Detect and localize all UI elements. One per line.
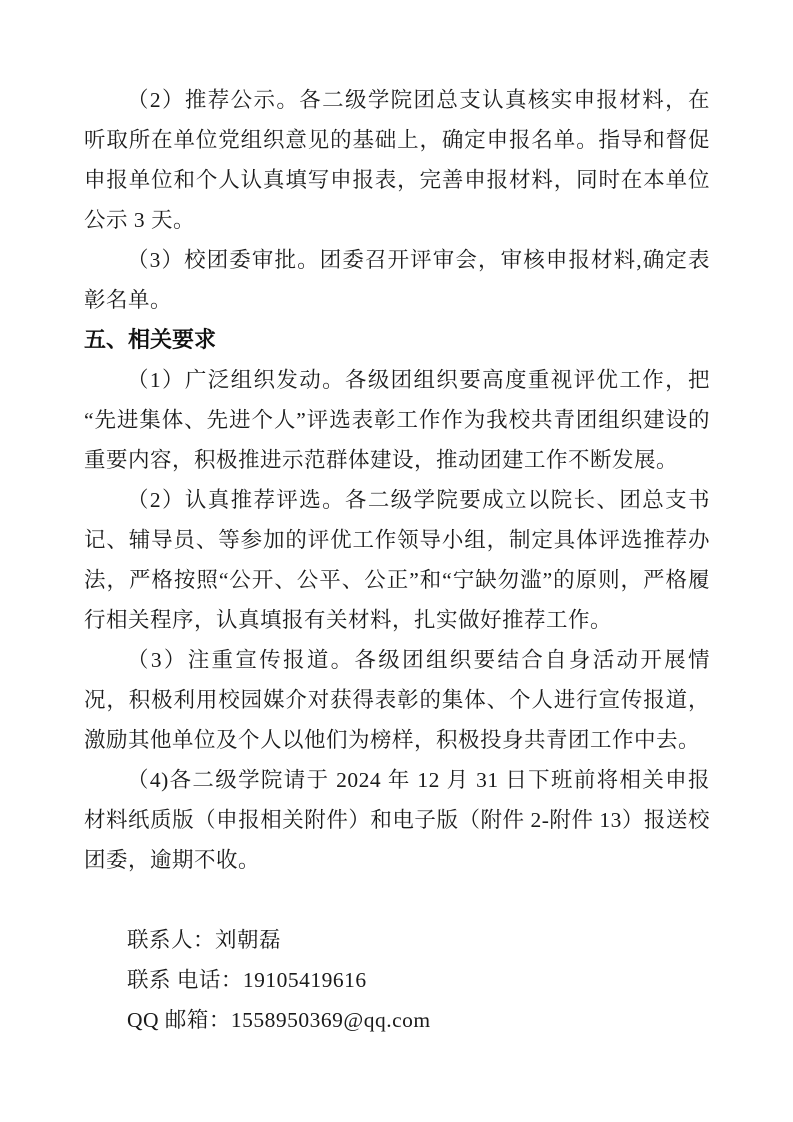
paragraph-publicity-reporting: （3）注重宣传报道。各级团组织要结合自身活动开展情况，积极利用校园媒介对获得表彰的集体、个人进行宣传报道，激励其他单位及个人以他们为榜样，积极投身共青团工作中去。	[84, 648, 710, 752]
contact-person-line: 联系人：刘朝磊	[127, 928, 282, 952]
section-heading-requirements: 五、相关要求	[84, 327, 217, 352]
paragraph-committee-approval: （3）校团委审批。团委召开评审会，审核申报材料,确定表彰名单。	[84, 248, 710, 312]
paragraph-submission-deadline: （4)各二级学院请于 2024 年 12 月 31 日下班前将相关申报材料纸质版（申报相关附件）和电子版（附件 2-附件 13）报送校团委，逾期不收。	[84, 768, 710, 872]
paragraph-careful-selection: （2）认真推荐评选。各二级学院要成立以院长、团总支书记、辅导员、等参加的评优工作领导小组，制定具体评选推荐办法，严格按照“公开、公平、公正”和“宁缺勿滥”的原则，严格履行相关程序，认真填报有关材料，扎实做好推荐工作。	[84, 488, 710, 632]
blank-line	[84, 880, 710, 920]
contact-email-line: QQ 邮箱：1558950369@qq.com	[127, 1008, 431, 1032]
paragraph-recommend-publicity: （2）推荐公示。各二级学院团总支认真核实申报材料，在听取所在单位党组织意见的基础上，确定申报名单。指导和督促申报单位和个人认真填写申报表，完善申报材料，同时在本单位公示 3 天。	[84, 88, 710, 232]
paragraph-broad-mobilization: （1）广泛组织发动。各级团组织要高度重视评优工作，把“先进集体、先进个人”评选表彰工作作为我校共青团组织建设的重要内容，积极推进示范群体建设，推动团建工作不断发展。	[84, 368, 710, 472]
contact-phone-line: 联系 电话：19105419616	[127, 968, 367, 992]
